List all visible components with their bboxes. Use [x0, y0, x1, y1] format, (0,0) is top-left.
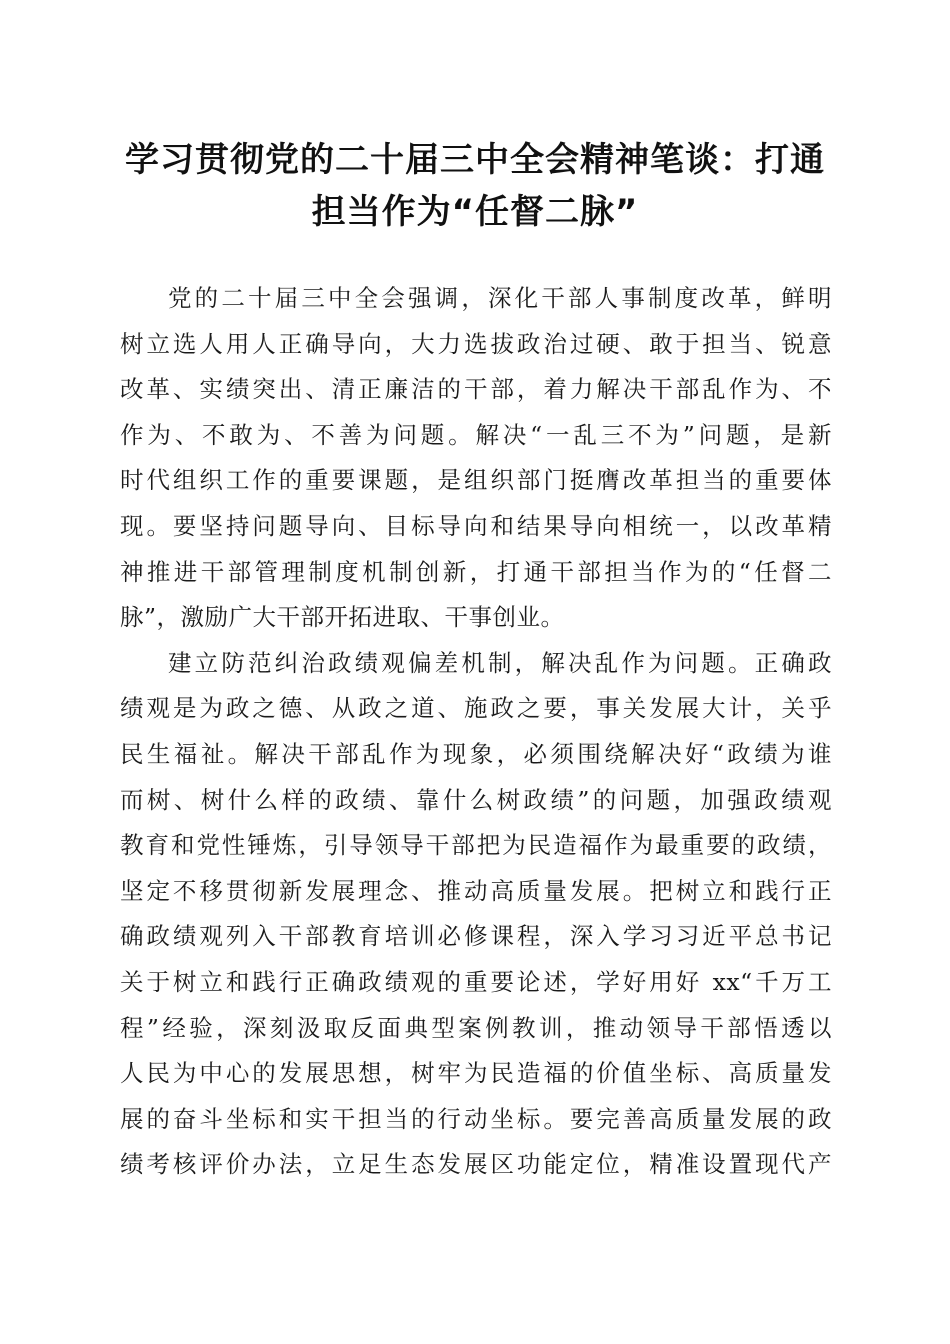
title-line: 担当作为“任督二脉”	[311, 192, 639, 232]
document-body	[120, 276, 832, 1188]
title-line: 学习贯彻党的二十届三中全会精神笔谈：打通	[125, 140, 825, 180]
text-line: 脉”，激励广大干部开拓进取、干事创业。	[120, 603, 565, 632]
text-line: 神推进干部管理制度机制创新，打通干部担当作为的“任督二	[120, 557, 832, 586]
text-line: 树立选人用人正确导向，大力选拔政治过硬、敢于担当、锐意	[120, 329, 832, 358]
text-line: 现。要坚持问题导向、目标导向和结果导向相统一，以改革精	[120, 511, 832, 540]
text-line: 绩考核评价办法，立足生态发展区功能定位，精准设置现代产	[120, 1150, 832, 1179]
text-line: 时代组织工作的重要课题，是组织部门挺膺改革担当的重要体	[120, 466, 832, 495]
text-line: 人民为中心的发展思想，树牢为民造福的价值坐标、高质量发	[120, 1059, 832, 1088]
text-line: 教育和党性锤炼，引导领导干部把为民造福作为最重要的政绩，	[120, 831, 832, 860]
paragraph-2	[120, 641, 832, 1188]
text-line: 作为、不敢为、不善为问题。解决“一乱三不为”问题，是新	[120, 420, 832, 449]
paragraph-1	[120, 276, 832, 641]
text-line: 关于树立和践行正确政绩观的重要论述，学好用好 xx“千万工	[120, 967, 832, 996]
text-line: 而树、树什么样的政绩、靠什么树政绩”的问题，加强政绩观	[120, 785, 832, 814]
text-line: 民生福祉。解决干部乱作为现象，必须围绕解决好“政绩为谁	[120, 739, 832, 768]
text-line: 改革、实绩突出、清正廉洁的干部，着力解决干部乱作为、不	[120, 375, 832, 404]
text-line: 坚定不移贯彻新发展理念、推动高质量发展。把树立和践行正	[120, 876, 832, 905]
document-title	[110, 134, 840, 238]
text-line: 党的二十届三中全会强调，深化干部人事制度改革，鲜明	[168, 284, 832, 312]
text-line: 绩观是为政之德、从政之道、施政之要，事关发展大计，关乎	[120, 694, 832, 723]
text-line: 展的奋斗坐标和实干担当的行动坐标。要完善高质量发展的政	[120, 1104, 832, 1133]
text-line: 程”经验，深刻汲取反面典型案例教训，推动领导干部悟透以	[120, 1013, 832, 1042]
text-line: 建立防范纠治政绩观偏差机制，解决乱作为问题。正确政	[168, 648, 832, 677]
text-line: 确政绩观列入干部教育培训必修课程，深入学习习近平总书记	[120, 922, 832, 951]
